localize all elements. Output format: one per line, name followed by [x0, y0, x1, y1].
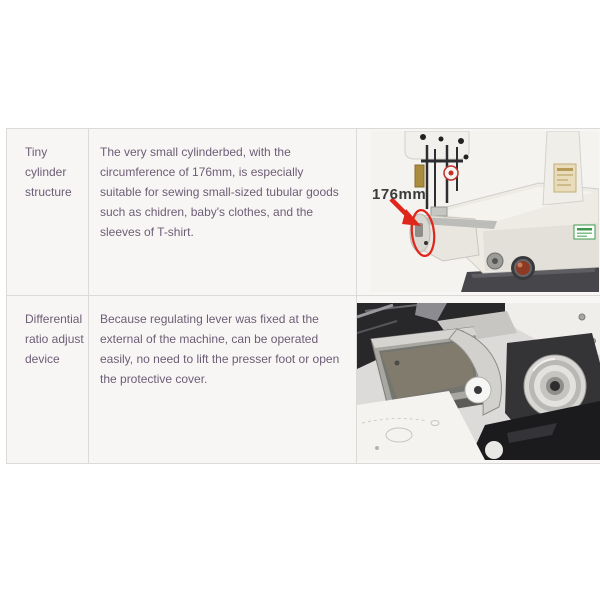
presser-foot: [431, 207, 447, 216]
needle-head-housing: [405, 131, 469, 159]
feature-description: The very small cylinderbed, with the circumference of 176mm, is especially suitable for sewing small-sized tubular goods such as chidren, baby's clothes, and the sleeves of T-shirt.: [89, 129, 357, 295]
hand-knob: [511, 256, 535, 280]
regulating-lever-photo: [357, 303, 600, 460]
features-table: [6, 128, 600, 464]
cylinder-bed-photo: [371, 131, 599, 292]
feature-name: Differential ratio adjust device: [7, 296, 89, 463]
sewing-machine-illustration: [371, 131, 599, 292]
feature-image-cell: [357, 296, 600, 463]
model-label: [574, 225, 595, 239]
feature-row-tiny-cylinder: [7, 129, 600, 296]
feature-name: Tiny cylinder structure: [7, 129, 89, 295]
feature-image-cell: [357, 129, 600, 295]
dimension-annotation: 176mm: [372, 186, 427, 203]
tension-assembly: [415, 165, 424, 187]
mechanism-closeup-illustration: [357, 303, 600, 460]
feature-description: Because regulating lever was fixed at the external of the machine, can be operated easily, no need to lift the presser foot or open the protective cover.: [89, 296, 357, 463]
feature-row-differential: [7, 296, 600, 464]
